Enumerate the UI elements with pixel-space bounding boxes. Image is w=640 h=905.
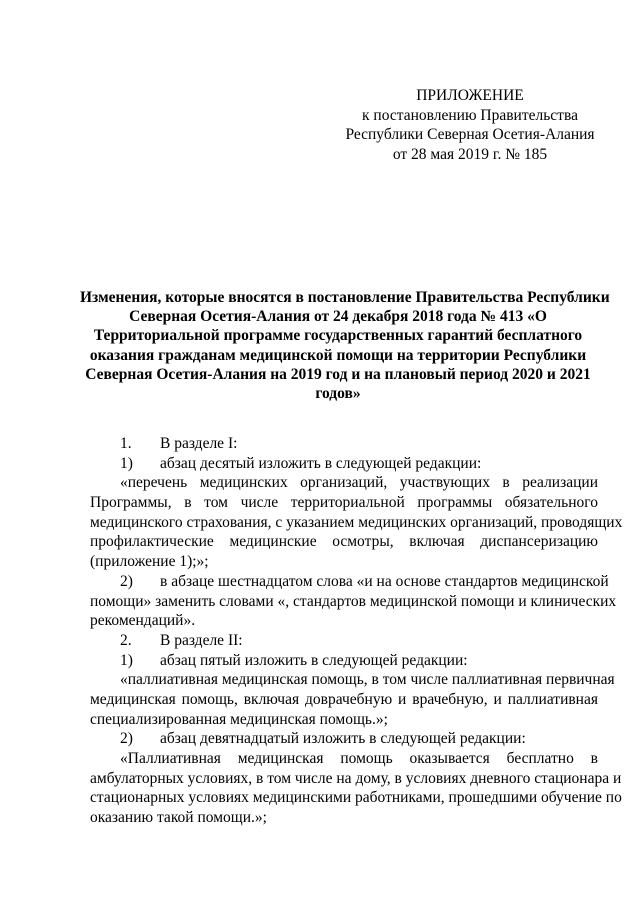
appendix-ref-line: Республики Северная Осетия-Алания <box>345 126 595 143</box>
paragraph-line: «перечень медицинских организаций, участвующих в реализации <box>120 474 598 492</box>
title-line: годов» <box>315 385 361 403</box>
title-line: Изменения, которые вносятся в постановление Правительства Республики <box>80 289 610 306</box>
title-line: Северная Осетия-Алания на 2019 год и на плановый период 2020 и 2021 <box>85 365 591 383</box>
item-number: 2) <box>120 572 133 590</box>
appendix-ref-line: к постановлению Правительства <box>362 106 578 124</box>
item-heading <box>90 454 598 474</box>
section-number: 1. <box>120 435 132 452</box>
document-body <box>90 434 623 828</box>
item-heading <box>90 651 598 671</box>
document-title <box>80 288 610 403</box>
paragraph-line: рекомендаций». <box>90 612 196 630</box>
paragraph-line: амбулаторных условиях, в том числе на дому, в условиях дневного стационара и <box>90 769 622 787</box>
item-text: абзац девятнадцатый изложить в следующей редакции: <box>160 730 526 748</box>
item-number: 1) <box>120 454 133 472</box>
paragraph-line: «Паллиативная медицинская помощь оказывается бесплатно в <box>120 750 598 767</box>
section-heading <box>90 434 598 454</box>
paragraph-line: помощи» заменить словами «, стандартов медицинской помощи и клинических <box>90 592 617 610</box>
item-heading <box>90 729 598 749</box>
title-line: оказания гражданам медицинской помощи на территории Республики <box>89 346 587 364</box>
paragraph-line: медицинского страхования, с указанием медицинских организаций, проводящих <box>90 513 623 531</box>
item-text: в абзаце шестнадцатом слова «и на основе стандартов медицинской <box>160 572 609 590</box>
paragraph-line: медицинская помощь, включая доврачебную и врачебную, и паллиативная <box>90 690 598 708</box>
section-heading <box>90 631 598 651</box>
paragraph-line: оказанию такой помощи.»; <box>90 809 267 827</box>
item-text: абзац десятый изложить в следующей редакции: <box>160 454 482 472</box>
item-text: абзац пятый изложить в следующей редакции: <box>160 651 468 669</box>
title-line: Территориальной программе государственных гарантий бесплатного <box>93 327 583 345</box>
appendix-date-number: от 28 мая 2019 г. № 185 <box>392 145 548 163</box>
section-text: В разделе I: <box>160 435 238 452</box>
item-heading <box>90 572 609 592</box>
paragraph-line: «паллиативная медицинская помощь, в том числе паллиативная первичная <box>120 671 615 689</box>
paragraph-line: профилактические медицинские осмотры, включая диспансеризацию <box>90 533 598 551</box>
section-text: В разделе II: <box>160 631 243 649</box>
appendix-label: ПРИЛОЖЕНИЕ <box>416 87 524 104</box>
paragraph-line: стационарных условиях медицинскими работниками, прошедшими обучение по <box>90 789 622 807</box>
paragraph-line: (приложение 1);»; <box>90 553 209 571</box>
paragraph-line: специализированная медицинская помощь.»; <box>90 710 388 728</box>
section-number: 2. <box>120 631 132 649</box>
paragraph-line: Программы, в том числе территориальной программы обязательного <box>90 494 598 512</box>
item-number: 2) <box>120 730 133 748</box>
appendix-header <box>320 86 620 164</box>
title-line: Северная Осетия-Алания от 24 декабря 2018 года № 413 «О <box>129 308 547 326</box>
item-number: 1) <box>120 651 133 669</box>
